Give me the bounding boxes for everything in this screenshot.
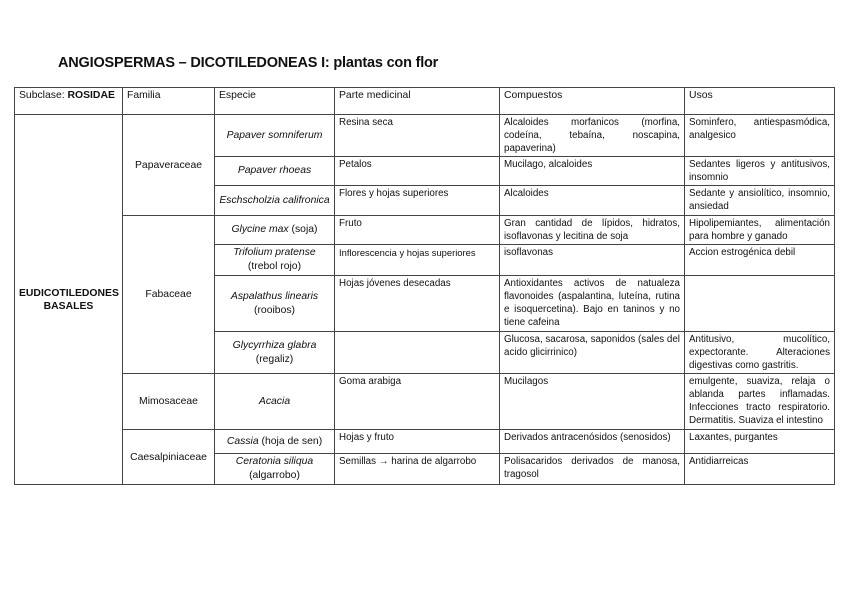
usos-cell: emulgente, suaviza, relaja o ablanda partes inflamadas. Infecciones tracto respiratorio. Dermatitis. Suaviza el intestino xyxy=(685,374,835,430)
table-row xyxy=(15,216,835,245)
header-especie: Especie xyxy=(215,88,335,115)
usos-cell: Laxantes, purgantes xyxy=(685,430,835,454)
header-subclase: Subclase: ROSIDAE xyxy=(15,88,123,115)
parte-cell: Semillas → harina de algarrobo xyxy=(335,454,500,485)
species-cell: Eschscholzia califronica xyxy=(215,186,335,216)
parte-cell: Resina seca xyxy=(335,115,500,157)
parte-cell: Petalos xyxy=(335,157,500,186)
compuestos-cell: Alcaloides xyxy=(500,186,685,216)
header-usos: Usos xyxy=(685,88,835,115)
compuestos-cell: Mucilago, alcaloides xyxy=(500,157,685,186)
table-header-row xyxy=(15,88,835,115)
table-row xyxy=(15,430,835,454)
parte-cell: Hojas y fruto xyxy=(335,430,500,454)
usos-cell: Accion estrogénica debil xyxy=(685,245,835,276)
compuestos-cell: Derivados antracenósidos (senosidos) xyxy=(500,430,685,454)
family-caesalpiniaceae: Caesalpiniaceae xyxy=(123,430,215,485)
family-mimosaceae: Mimosaceae xyxy=(123,374,215,430)
family-papaveraceae: Papaveraceae xyxy=(123,115,215,216)
usos-cell xyxy=(685,276,835,332)
table-row xyxy=(15,374,835,430)
species-cell: Acacia xyxy=(215,374,335,430)
usos-cell: Sedantes ligeros y antitusivos, insomnio xyxy=(685,157,835,186)
species-cell: Ceratonia siliqua (algarrobo) xyxy=(215,454,335,485)
parte-cell: Goma arabiga xyxy=(335,374,500,430)
species-cell: Papaver rhoeas xyxy=(215,157,335,186)
subclase-cell: EUDICOTILEDONES BASALES xyxy=(15,115,123,485)
parte-cell xyxy=(335,332,500,374)
compuestos-cell: Gran cantidad de lípidos, hidratos, isoflavonas y lecitina de soja xyxy=(500,216,685,245)
plants-table xyxy=(14,87,835,485)
usos-cell: Antidiarreicas xyxy=(685,454,835,485)
header-compuestos: Compuestos xyxy=(500,88,685,115)
species-cell: Glycyrrhiza glabra (regaliz) xyxy=(215,332,335,374)
parte-cell: Hojas jóvenes desecadas xyxy=(335,276,500,332)
parte-cell: Flores y hojas superiores xyxy=(335,186,500,216)
compuestos-cell: Mucilagos xyxy=(500,374,685,430)
family-fabaceae: Fabaceae xyxy=(123,216,215,374)
species-cell: Papaver somniferum xyxy=(215,115,335,157)
species-cell: Glycine max (soja) xyxy=(215,216,335,245)
table-row xyxy=(15,115,835,157)
header-parte: Parte medicinal xyxy=(335,88,500,115)
parte-cell: Fruto xyxy=(335,216,500,245)
species-cell: Trifolium pratense (trebol rojo) xyxy=(215,245,335,276)
compuestos-cell: Alcaloides morfanicos (morfina, codeína, tebaína, noscapina, papaverina) xyxy=(500,115,685,157)
parte-cell: Inflorescencia y hojas superiores xyxy=(335,245,500,276)
species-cell: Cassia (hoja de sen) xyxy=(215,430,335,454)
usos-cell: Antitusivo, mucolítico, expectorante. Alteraciones digestivas como gastritis. xyxy=(685,332,835,374)
page-title: ANGIOSPERMAS – DICOTILEDONEAS I: plantas con flor xyxy=(58,55,439,71)
species-cell: Aspalathus linearis (rooibos) xyxy=(215,276,335,332)
usos-cell: Sominfero, antiespasmódica, analgesico xyxy=(685,115,835,157)
header-familia: Familia xyxy=(123,88,215,115)
usos-cell: Hipolipemiantes, alimentación para hombre y ganado xyxy=(685,216,835,245)
compuestos-cell: isoflavonas xyxy=(500,245,685,276)
usos-cell: Sedante y ansiolítico, insomnio, ansiedad xyxy=(685,186,835,216)
compuestos-cell: Antioxidantes activos de natualeza flavonoides (aspalantina, luteína, rutina e isoquercetina). Bajo en taninos y no tiene cafeina xyxy=(500,276,685,332)
compuestos-cell: Polisacaridos derivados de manosa, tragosol xyxy=(500,454,685,485)
compuestos-cell: Glucosa, sacarosa, saponidos (sales del acido glicirrinico) xyxy=(500,332,685,374)
